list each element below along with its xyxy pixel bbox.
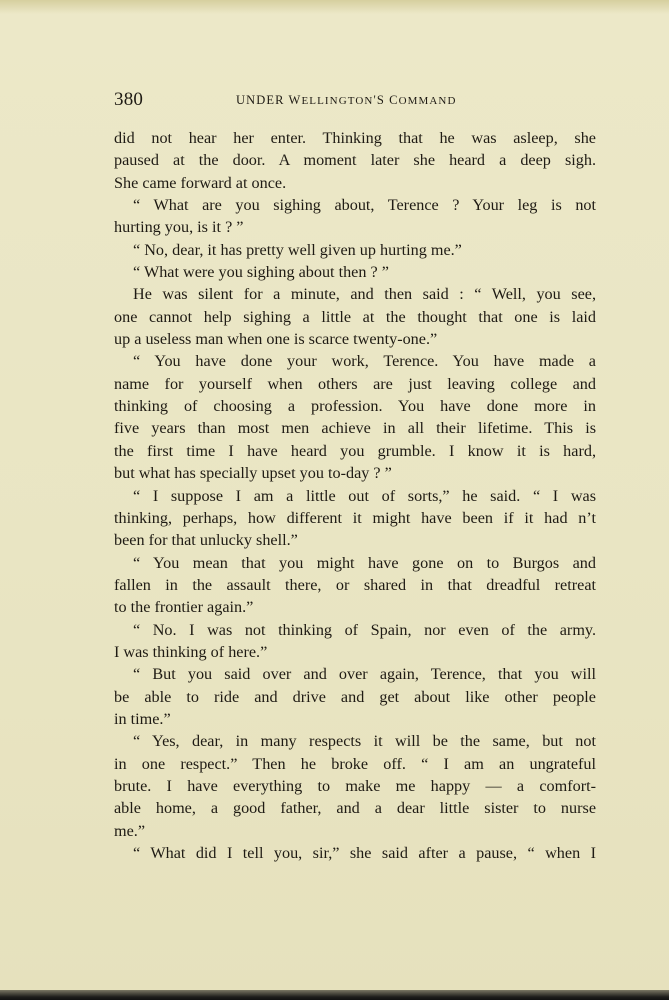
text-line: “ No. I was not thinking of Spain, nor even of the army. bbox=[133, 620, 596, 639]
text-line: She came forward at once. bbox=[114, 173, 287, 192]
text-line: “ Yes, dear, in many respects it will be the same, but not bbox=[133, 732, 596, 751]
text-line: five years than most men achieve in all their lifetime. This is bbox=[114, 419, 596, 438]
text-line: paused at the door. A moment later she heard a deep sigh. bbox=[114, 151, 596, 170]
text-line: “ But you said over and over again, Terence, that you will bbox=[133, 665, 596, 684]
text-line: He was silent for a minute, and then said : “ Well, you see, bbox=[133, 285, 596, 304]
text-line: be able to ride and drive and get about like other people bbox=[114, 687, 596, 706]
text-line: “ What were you sighing about then ? ” bbox=[133, 263, 389, 282]
text-line: one cannot help sighing a little at the thought that one is laid bbox=[114, 307, 596, 326]
page-top-shading bbox=[0, 0, 669, 14]
text-line: thinking, perhaps, how different it might have been if it had n’t bbox=[114, 508, 596, 527]
running-head bbox=[236, 93, 457, 108]
text-line: but what has specially upset you to-day ? ” bbox=[114, 464, 392, 483]
text-line: able home, a good father, and a dear little sister to nurse bbox=[114, 799, 596, 818]
text-line: me.” bbox=[114, 821, 146, 840]
text-line: fallen in the assault there, or shared in that dreadful retreat bbox=[114, 575, 596, 594]
text-line: in one respect.” Then he broke off. “ I am an ungrateful bbox=[114, 754, 596, 773]
running-head-part: UNDER W bbox=[236, 93, 302, 107]
text-line: I was thinking of here.” bbox=[114, 642, 268, 661]
text-line: to the frontier again.” bbox=[114, 598, 254, 617]
text-line: hurting you, is it ? ” bbox=[114, 218, 244, 237]
text-line: been for that unlucky shell.” bbox=[114, 531, 298, 550]
text-line: up a useless man when one is scarce twenty-one.” bbox=[114, 330, 438, 349]
text-line: “ You have done your work, Terence. You have made a bbox=[133, 352, 596, 371]
page-bottom-edge bbox=[0, 990, 669, 1000]
running-head-part: OMMAND bbox=[398, 95, 457, 107]
text-line: “ What are you sighing about, Terence ? Your leg is not bbox=[133, 196, 596, 215]
text-line: “ No, dear, it has pretty well given up hurting me.” bbox=[133, 240, 462, 259]
text-line: “ I suppose I am a little out of sorts,” he said. “ I was bbox=[133, 486, 596, 505]
text-line: the first time I have heard you grumble. I know it is hard, bbox=[114, 441, 596, 460]
text-line: did not hear her enter. Thinking that he was asleep, she bbox=[114, 129, 596, 147]
text-line: brute. I have everything to make me happy — a comfort- bbox=[114, 776, 596, 795]
text-line: thinking of choosing a profession. You have done more in bbox=[114, 397, 596, 416]
running-head-part: 'S C bbox=[373, 93, 399, 107]
page-number: 380 bbox=[114, 89, 144, 110]
body-text bbox=[114, 127, 596, 864]
running-head-part: ELLINGTON bbox=[301, 95, 374, 107]
text-line: name for yourself when others are just leaving college and bbox=[114, 374, 596, 393]
page-header bbox=[114, 88, 596, 114]
text-line: in time.” bbox=[114, 709, 171, 728]
text-line: “ You mean that you might have gone on to Burgos and bbox=[133, 553, 596, 572]
text-line: “ What did I tell you, sir,” she said after a pause, “ when I bbox=[133, 844, 596, 862]
